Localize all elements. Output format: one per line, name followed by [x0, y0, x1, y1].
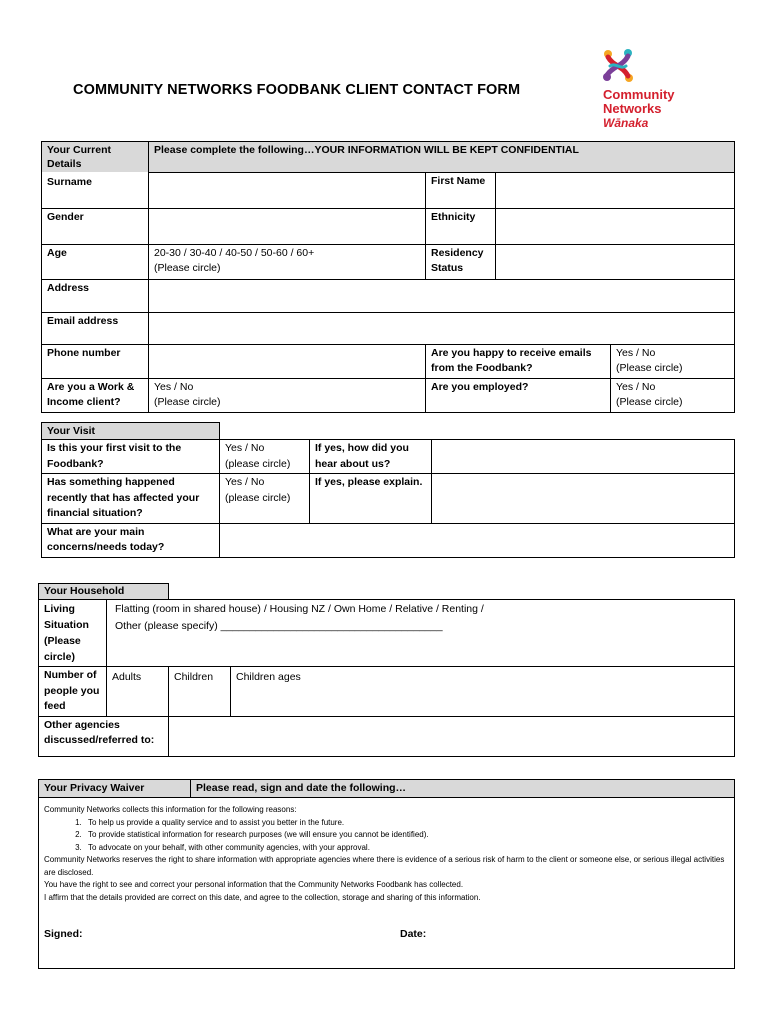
details-header-left: Your Current Details [42, 142, 149, 173]
residency-status-field[interactable] [496, 244, 735, 279]
first-visit-options[interactable]: Yes / No (please circle) [220, 440, 310, 474]
details-table [41, 141, 735, 413]
residency-status-label: Residency Status [426, 244, 496, 279]
visit-table [41, 422, 735, 558]
receive-emails-options[interactable]: Yes / No (Please circle) [611, 344, 735, 378]
how-hear-field[interactable] [432, 440, 735, 474]
age-label: Age [42, 244, 149, 279]
details-header-right: Please complete the following…YOUR INFORMATION WILL BE KEPT CONFIDENTIAL [149, 142, 735, 173]
first-name-field[interactable] [496, 172, 735, 208]
signed-label[interactable]: Signed: [44, 928, 83, 940]
address-label: Address [42, 279, 149, 312]
signature-row [44, 904, 729, 964]
first-visit-label: Is this your first visit to the Foodbank? [42, 440, 220, 474]
household-table [38, 583, 735, 757]
ethnicity-field[interactable] [496, 208, 735, 244]
privacy-rights: You have the right to see and correct your personal information that the Community Networks Foodbank has collected. [44, 880, 464, 889]
children-field[interactable]: Children [169, 667, 231, 717]
age-options[interactable]: 20-30 / 30-40 / 40-50 / 50-60 / 60+ (Please circle) [149, 244, 426, 279]
privacy-reasons-list [44, 817, 729, 855]
children-ages-field[interactable]: Children ages [231, 667, 735, 717]
privacy-header-right: Please read, sign and date the following… [191, 780, 735, 798]
concerns-field[interactable] [220, 523, 735, 557]
living-situation-options[interactable]: Flatting (room in shared house) / Housing NZ / Own Home / Relative / Renting / Other (please specify) ______________________________________ [107, 600, 735, 667]
adults-field[interactable]: Adults [107, 667, 169, 717]
visit-header-spacer [220, 423, 735, 440]
household-header: Your Household [39, 584, 169, 600]
privacy-table [38, 779, 735, 969]
employed-label: Are you employed? [426, 378, 611, 412]
please-explain-label: If yes, please explain. [310, 474, 432, 524]
phone-label: Phone number [42, 344, 149, 378]
receive-emails-label: Are you happy to receive emails from the Foodbank? [426, 344, 611, 378]
ethnicity-label: Ethnicity [426, 208, 496, 244]
privacy-reserve: Community Networks reserves the right to share information with appropriate agencies where there is evidence of a serious risk of harm to the client or someone else, or serious illegal activities are disclosed. [44, 855, 725, 877]
something-happened-label: Has something happened recently that has affected your financial situation? [42, 474, 220, 524]
email-field[interactable] [149, 312, 735, 344]
privacy-header-left: Your Privacy Waiver [39, 780, 191, 798]
privacy-body [39, 798, 735, 969]
logo-text [603, 88, 675, 130]
first-name-label: First Name [426, 172, 496, 208]
work-income-label: Are you a Work & Income client? [42, 378, 149, 412]
privacy-reason: 2. To provide statistical information for research purposes (we will ensure you cannot be identified). [84, 829, 729, 842]
living-situation-label: Living Situation (Please circle) [39, 600, 107, 667]
privacy-reason: 1. To help us provide a quality service and to assist you better in the future. [84, 817, 729, 830]
concerns-label: What are your main concerns/needs today? [42, 523, 220, 557]
gender-label: Gender [42, 208, 149, 244]
visit-header: Your Visit [42, 423, 220, 440]
gender-field[interactable] [149, 208, 426, 244]
privacy-intro: Community Networks collects this information for the following reasons: [44, 805, 297, 814]
community-networks-logo [601, 48, 693, 128]
please-explain-field[interactable] [432, 474, 735, 524]
address-field[interactable] [149, 279, 735, 312]
form-title: COMMUNITY NETWORKS FOODBANK CLIENT CONTACT FORM [73, 82, 521, 98]
email-label: Email address [42, 312, 149, 344]
employed-options[interactable]: Yes / No (Please circle) [611, 378, 735, 412]
work-income-options[interactable]: Yes / No (Please circle) [149, 378, 426, 412]
surname-label: Surname [42, 172, 149, 208]
other-agencies-field[interactable] [169, 716, 735, 756]
number-people-label: Number of people you feed [39, 667, 107, 717]
how-hear-label: If yes, how did you hear about us? [310, 440, 432, 474]
surname-field[interactable] [149, 172, 426, 208]
logo-line-3: Wānaka [603, 116, 649, 130]
logo-line-1: Community [603, 87, 675, 102]
privacy-reason: 3. To advocate on your behalf, with other community agencies, with your approval. [84, 842, 729, 855]
household-header-spacer [169, 584, 735, 600]
other-agencies-label: Other agencies discussed/referred to: [39, 716, 169, 756]
phone-field[interactable] [149, 344, 426, 378]
date-label[interactable]: Date: [400, 928, 427, 940]
privacy-affirm: I affirm that the details provided are correct on this date, and agree to the collection, storage and sharing of this information. [44, 892, 481, 902]
logo-knot-icon [601, 48, 635, 84]
logo-line-2: Networks [603, 101, 662, 116]
something-happened-options[interactable]: Yes / No (please circle) [220, 474, 310, 524]
